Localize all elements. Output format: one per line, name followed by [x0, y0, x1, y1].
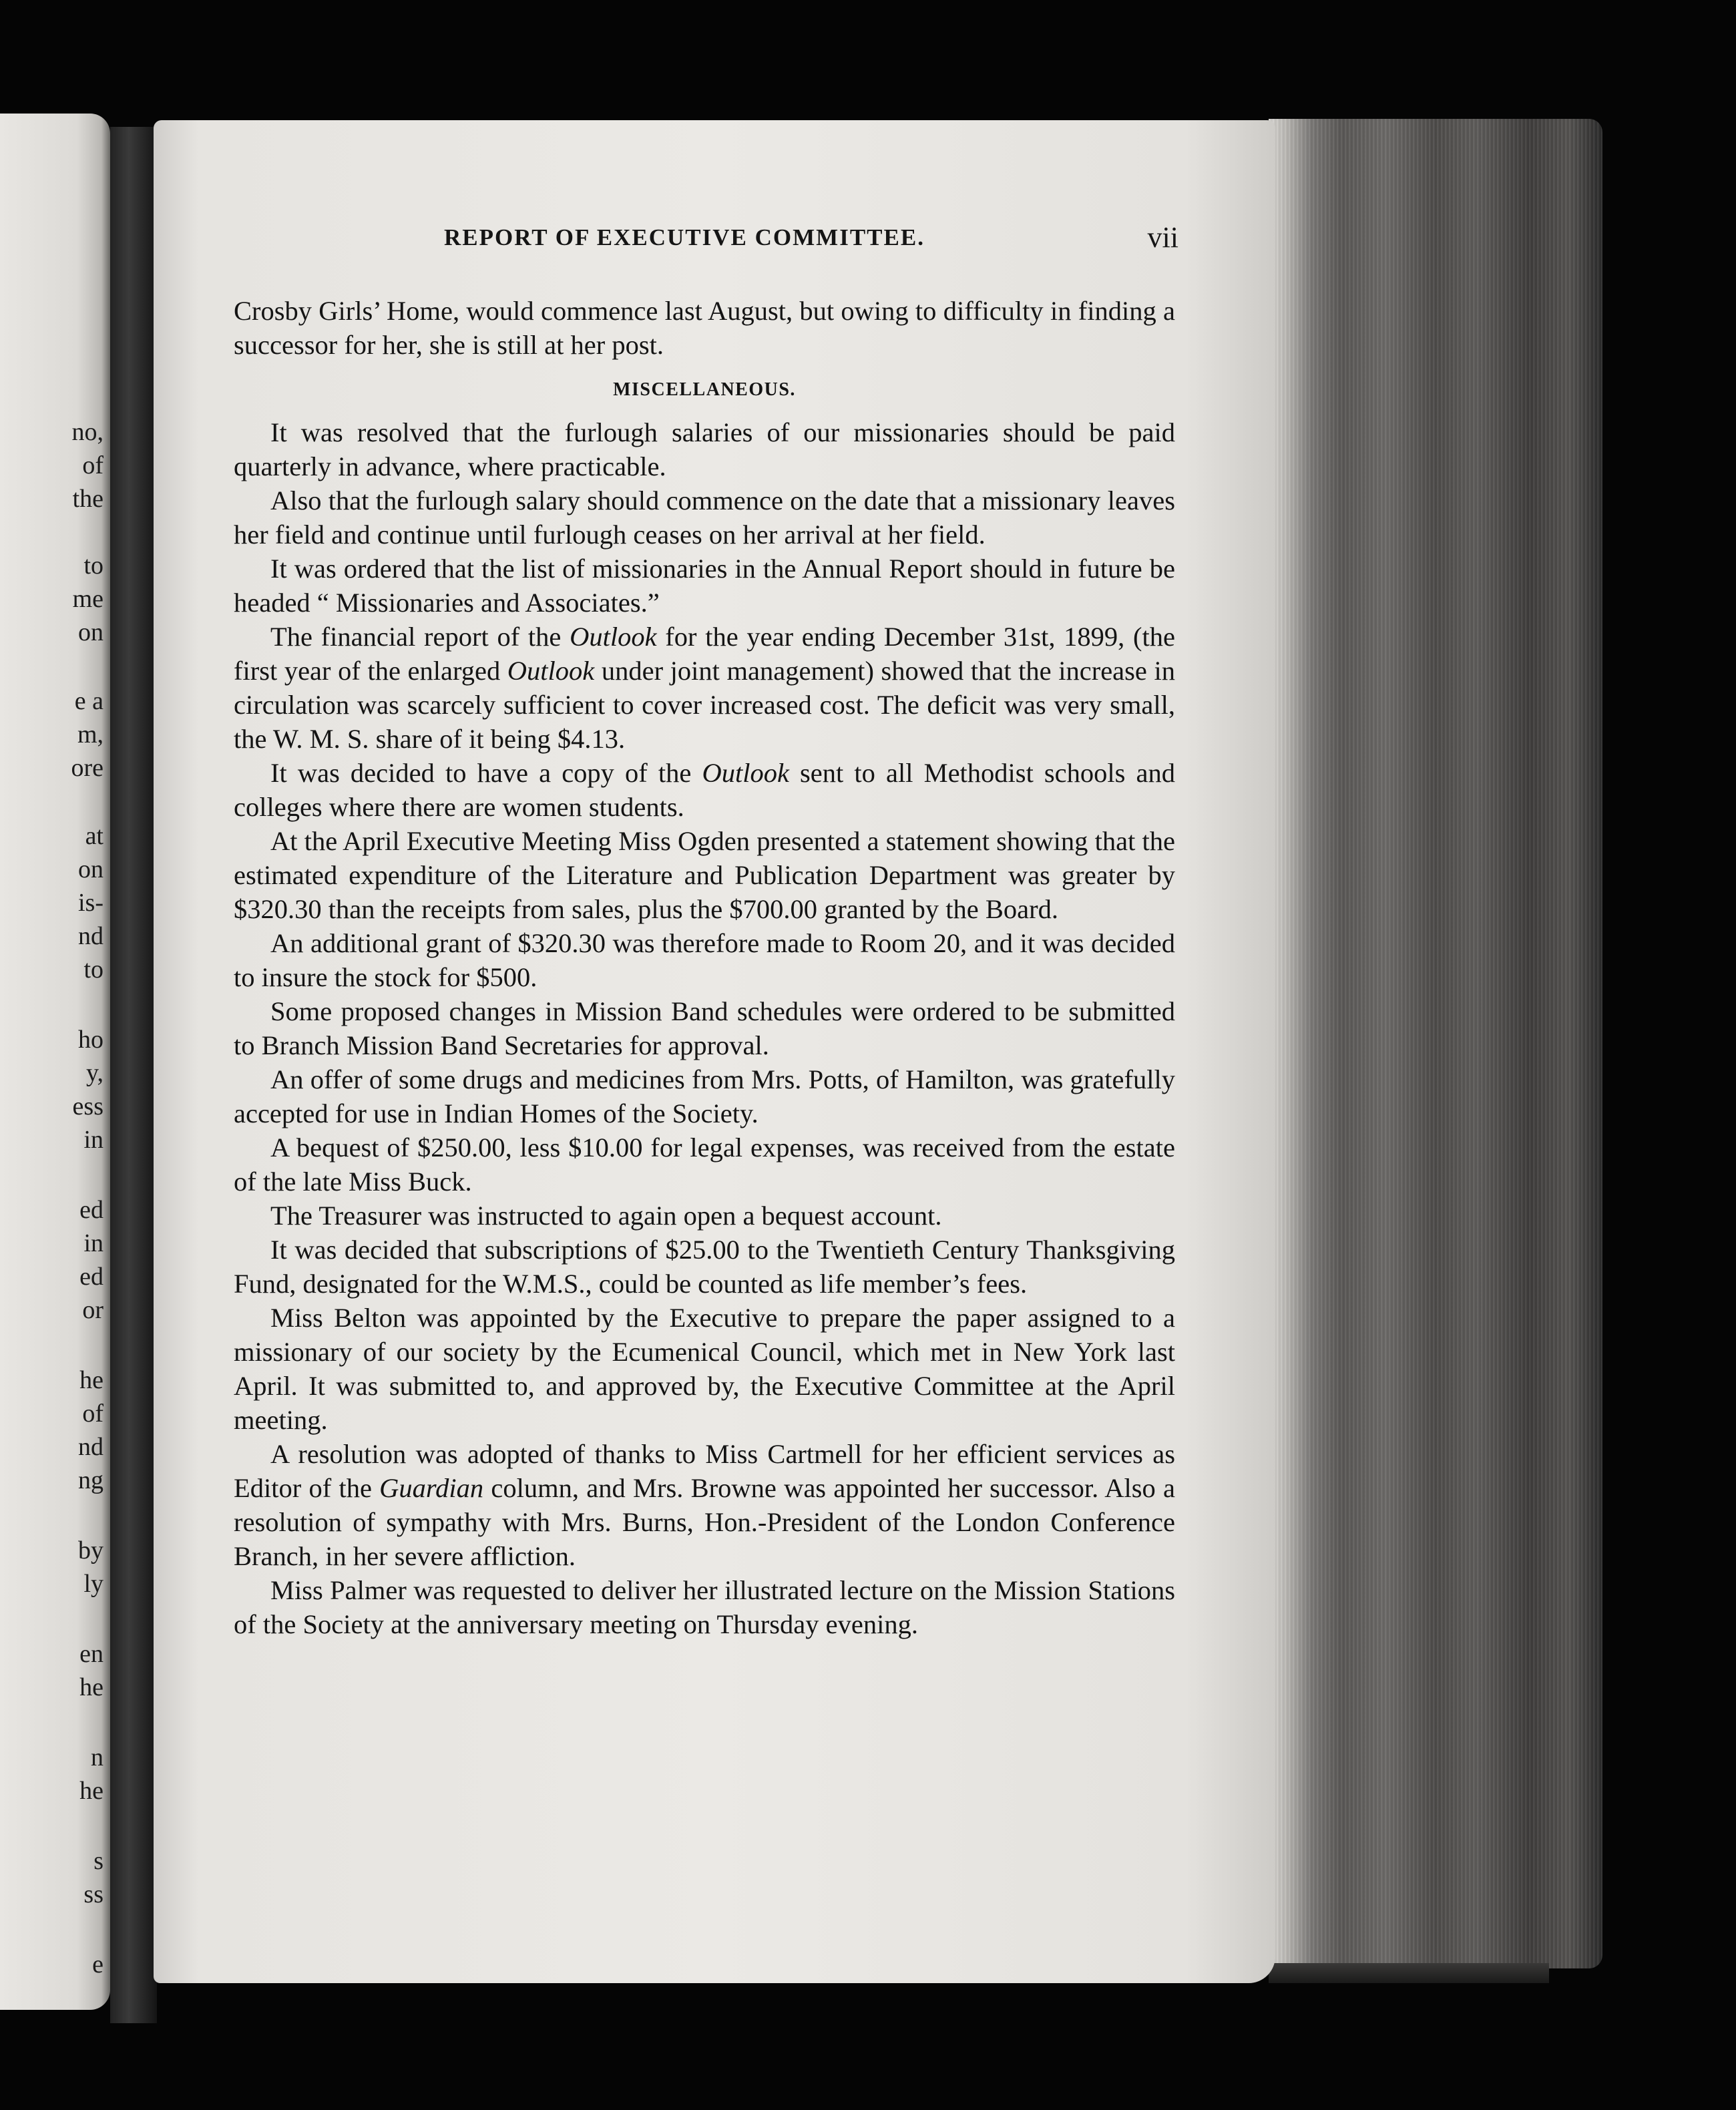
paragraph-annual-report: It was ordered that the list of missionaries in the Annual Report should in future be headed “ Missionaries and Associates.” [234, 554, 1175, 618]
facing-page-fragment: the [72, 485, 103, 513]
facing-page-fragment: m, [77, 720, 103, 749]
italic-outlook: Outlook [507, 656, 595, 686]
text-run: column, and Mrs. Browne was appointed her successor. Also a resolution of sympathy with Mrs. Burns, Hon.-President of the London Conference Branch, in her severe affliction. [234, 1473, 1175, 1571]
italic-outlook: Outlook [702, 758, 789, 788]
facing-page-fragment: he [79, 1673, 103, 1701]
facing-page-fragment: is- [78, 889, 103, 917]
facing-page-fragment: y, [85, 1059, 103, 1087]
facing-page-fragment: of [82, 451, 103, 479]
facing-page-fragment: by [78, 1536, 103, 1564]
page-block-shadow [1269, 1963, 1549, 1983]
facing-page-fragment: ly [83, 1570, 103, 1598]
page-body [234, 294, 1175, 1641]
facing-page-fragment: en [79, 1640, 103, 1668]
paragraph-illustrated-lecture: Miss Palmer was requested to deliver her illustrated lecture on the Mission Stations of the Society at the anniversary meeting on Thursday evening. [234, 1575, 1175, 1639]
page-number: vii [1147, 221, 1178, 254]
facing-page-fragment: or [82, 1296, 103, 1324]
facing-page-fragment: ed [79, 1263, 103, 1291]
running-header [237, 221, 1178, 264]
facing-page-fragment: on [78, 618, 103, 646]
text-run: It was decided to have a copy of the [270, 758, 702, 788]
paragraph-furlough-salaries: It was resolved that the furlough salaries of our missionaries should be paid quarterly in advance, where practicable. [234, 417, 1175, 481]
running-title: REPORT OF EXECUTIVE COMMITTEE. [444, 224, 925, 250]
facing-page-fragment: he [79, 1777, 103, 1805]
page-block-edges [1269, 119, 1602, 1968]
facing-page-fragment: s [93, 1847, 103, 1875]
paragraph-resolution-thanks [234, 1437, 1175, 1573]
paragraph-april-meeting: At the April Executive Meeting Miss Ogden presented a statement showing that the estimated expenditure of the Literature and Publication Department was greater by $320.30 than the receipts from sales, plus the $700.00 granted by the Board. [234, 826, 1175, 924]
facing-page-fragment: e [92, 1950, 103, 1978]
paragraph-drugs-offer: An offer of some drugs and medicines from Mrs. Potts, of Hamilton, was gratefully accepted for use in Indian Homes of the Society. [234, 1064, 1175, 1128]
facing-page-fragment: to [83, 552, 103, 580]
facing-page-fragment: ore [71, 754, 103, 782]
facing-page-fragment: no, [71, 418, 103, 446]
paragraph-treasurer: The Treasurer was instructed to again open a bequest account. [270, 1201, 942, 1231]
text-run: for the year ending December 31st, 1899, (the first year of the enlarged [234, 622, 1175, 686]
opening-paragraph: Crosby Girls’ Home, would commence last August, but owing to difficulty in finding a successor for her, she is still at her post. [234, 296, 1175, 360]
facing-page-fragment: ho [78, 1026, 103, 1054]
facing-page-fragment: e a [74, 687, 103, 715]
facing-page-fragment: at [85, 822, 103, 850]
book-gutter [110, 127, 157, 2023]
italic-outlook: Outlook [570, 622, 657, 652]
facing-page-fragment: in [83, 1126, 103, 1154]
section-heading: MISCELLANEOUS. [613, 379, 796, 400]
facing-page-fragment: nd [78, 1433, 103, 1461]
facing-page-fragment: in [83, 1229, 103, 1257]
text-run: The financial report of the [270, 622, 570, 652]
facing-page-fragment: of [82, 1400, 103, 1428]
text-run: sent to all Methodist schools and colleges where there are women students. [234, 758, 1176, 822]
paragraph-outlook-copies [234, 756, 1175, 824]
facing-page-fragment: ess [72, 1092, 103, 1120]
paragraph-financial-report [234, 620, 1175, 756]
facing-page-fragment: to [83, 956, 103, 984]
paragraph-additional-grant: An additional grant of $320.30 was therefore made to Room 20, and it was decided to insure the stock for $500. [234, 928, 1175, 992]
paragraph-furlough-commence: Also that the furlough salary should commence on the date that a missionary leaves her field and continue until furlough ceases on her arrival at her field. [234, 485, 1175, 550]
paragraph-ecumenical-paper: Miss Belton was appointed by the Executive to prepare the paper assigned to a missionary of our society by the Ecumenical Council, which met in New York last April. It was submitted to, and approved by, the Executive Committee at the April meeting. [234, 1303, 1175, 1435]
facing-page-fragment: he [79, 1366, 103, 1394]
paragraph-subscriptions: It was decided that subscriptions of $25.00 to the Twentieth Century Thanksgiving Fund, designated for the W.M.S., could be counted as life member’s fees. [234, 1235, 1175, 1299]
facing-page-fragment: me [72, 585, 103, 613]
facing-page-fragment: nd [78, 922, 103, 950]
facing-page-fragment: ed [79, 1196, 103, 1224]
text-run: A resolution was adopted of thanks to Miss Cartmell for her efficient services as Editor of the [234, 1439, 1175, 1503]
paragraph-mission-band: Some proposed changes in Mission Band schedules were ordered to be submitted to Branch Mission Band Secretaries for approval. [234, 996, 1175, 1060]
facing-page-fragment: ss [83, 1880, 103, 1908]
italic-guardian: Guardian [379, 1473, 484, 1503]
facing-page-fragment: n [91, 1743, 103, 1771]
paragraph-bequest: A bequest of $250.00, less $10.00 for legal expenses, was received from the estate of the late Miss Buck. [234, 1132, 1175, 1197]
facing-page-left [0, 114, 110, 2010]
text-run: under joint management) showed that the increase in circulation was scarcely sufficient to cover increased cost. The deficit was very small, the W. M. S. share of it being $4.13. [234, 656, 1175, 754]
facing-page-fragment: ng [78, 1466, 103, 1494]
facing-page-fragment: on [78, 855, 103, 883]
